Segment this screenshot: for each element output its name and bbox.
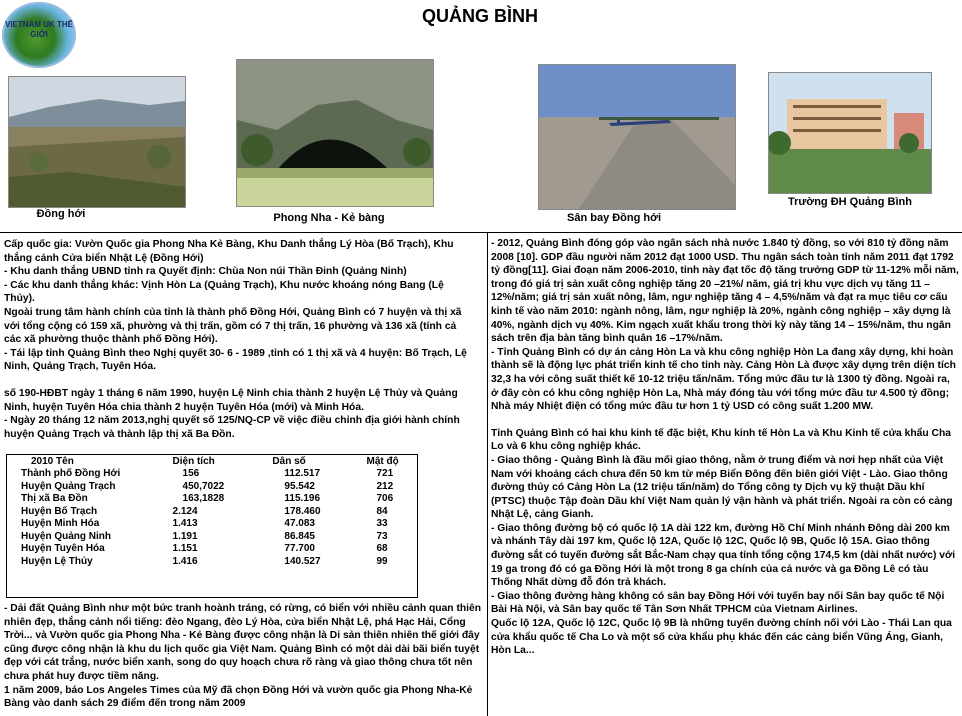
table-cell: Huyện Quảng Trạch bbox=[21, 480, 116, 492]
population-table-box bbox=[6, 454, 418, 598]
table-cell: 1.413 bbox=[172, 518, 198, 530]
table-cell: 84 bbox=[376, 505, 388, 517]
table-header: Dân số bbox=[272, 455, 306, 467]
left-paragraph: - Ngày 20 tháng 12 năm 2013,nghị quyết số 125/NQ-CP về việc điều chỉnh địa giới hành chính huyện Quảng Trạch và thành lập thị xã Ba Đồn. bbox=[4, 415, 460, 440]
right-column bbox=[491, 237, 959, 658]
right-paragraph: Tỉnh Quảng Bình có hai khu kinh tế đặc biệt, Khu kinh tế Hòn La và Khu Kinh tế cửa khẩu Cha Lo và 6 khu công nghiệp khác. bbox=[491, 427, 951, 453]
table-cell: 450,7022 bbox=[182, 480, 225, 492]
table-cell: 1.416 bbox=[172, 555, 198, 567]
table-row bbox=[11, 518, 417, 531]
table-cell: 99 bbox=[376, 555, 388, 567]
table-cell: 47.083 bbox=[284, 518, 315, 530]
dong-hoi-photo bbox=[8, 76, 186, 208]
population-table bbox=[11, 455, 417, 568]
table-header: Mật độ bbox=[366, 455, 399, 467]
table-cell: 68 bbox=[376, 543, 388, 555]
right-paragraph: - Tỉnh Quảng Bình có dự án cảng Hòn La và khu công nghiệp Hòn La đang xây dựng, khi hoàn thành sẽ là động lực phát triển kinh tế cho tỉnh này. Cảng Hòn Là được xây dựng trên diện tích 32,3 ha với công suất thiết kế 10-12 triệu tấn/năm. Tổng mức đầu tư là 1300 tỷ đồng. Ngoài ra, ở đây còn có khu công nghiệp Hòn La, Nhà máy đóng tàu với tổng mức đầu tư 4.500 tỷ đồng; Nhà máy Nhiệt điện có tổng mức đầu tư hơn 1 tỷ USD có công suất 1.200 MW. bbox=[491, 346, 956, 413]
table-cell: 112.517 bbox=[284, 468, 321, 480]
table-row bbox=[11, 543, 417, 556]
table-cell: Huyện Lệ Thủy bbox=[21, 555, 93, 567]
table-cell: 706 bbox=[376, 493, 394, 505]
table-cell: Huyện Quảng Ninh bbox=[21, 530, 111, 542]
left-paragraph: số 190-HĐBT ngày 1 tháng 6 năm 1990, huyện Lệ Ninh chia thành 2 huyện Lệ Thủy và Quảng Ninh, huyện Tuyên Hóa chia thành 2 huyện Tuyên Hóa (mới) và Minh Hóa. bbox=[4, 387, 458, 413]
university-photo bbox=[768, 72, 932, 194]
left-column bbox=[4, 238, 476, 441]
table-cell: 86.845 bbox=[284, 530, 315, 542]
left-paragraph: - Khu danh thắng UBND tỉnh ra Quyết định: Chùa Non núi Thần Đinh (Quảng Ninh) bbox=[4, 266, 407, 278]
table-cell: 163,1828 bbox=[182, 493, 225, 505]
table-header: 2010 Tên bbox=[31, 455, 74, 467]
table-cell: 33 bbox=[376, 518, 388, 530]
table-cell: 140.527 bbox=[284, 555, 321, 567]
left-paragraph: 1 năm 2009, báo Los Angeles Times của Mỹ đã chọn Đồng Hới và vườn quốc gia Phong Nha-Kẻ Bàng vào danh sách 29 điểm đến trong năm 2009 bbox=[4, 684, 473, 710]
table-cell: Thành phố Đồng Hới bbox=[21, 468, 121, 480]
right-paragraph: - Giao thông đường bộ có quốc lộ 1A dài 122 km, đường Hồ Chí Minh nhánh Đông dài 200 km và nhánh Tây dài 197 km, Quốc lộ 12A, Quốc lộ 12C, Quốc lộ 9B, Quốc lộ 15A. Giao thông đường sắt có tuyến đường sắt Bắc-Nam chạy qua tỉnh tổng cộng 174,5 km (dài nhất nước) với 19 ga trong đó có ga Đồng Hới là một trong 8 ga chính của cả nước và ga Đồng Lê có tàu Thống Nhất dừng đỗ đón trả khách. bbox=[491, 522, 956, 589]
photo-caption: Đồng hới bbox=[36, 208, 86, 220]
phong-nha-photo bbox=[236, 59, 434, 207]
table-cell: Huyện Minh Hóa bbox=[21, 518, 100, 530]
left-paragraph: Ngoài trung tâm hành chính của tỉnh là thành phố Đồng Hới, Quảng Bình có 7 huyện và thị xã với tổng cộng có 159 xã, phường và thị trấn, gồm có 7 thị trấn, 16 phường và 136 xã (tính cả các xã phường thuộc thành phố Đồng Hới). bbox=[4, 306, 462, 346]
table-cell: 95.542 bbox=[284, 480, 315, 492]
photo-caption: Trường ĐH Quảng Bình bbox=[788, 196, 912, 208]
table-cell: Huyện Tuyên Hóa bbox=[21, 543, 105, 555]
logo-globe bbox=[2, 2, 76, 68]
table-row bbox=[11, 493, 417, 506]
table-header: Diện tích bbox=[172, 455, 215, 467]
photo-caption: Phong Nha - Kẻ bàng bbox=[273, 212, 385, 224]
left-paragraph bbox=[4, 374, 476, 387]
table-cell: 2.124 bbox=[172, 505, 198, 517]
left-paragraph: - Các khu danh thắng khác: Vịnh Hòn La (Quảng Trạch), Khu nước khoáng nóng Bang (Lệ Thủy). bbox=[4, 279, 444, 305]
left-bottom-column bbox=[4, 602, 482, 711]
left-paragraph: Cấp quốc gia: Vườn Quốc gia Phong Nha Kẻ Bàng, Khu Danh thắng Lý Hòa (Bố Trạch), Khu thắng cảnh Cửa biển Nhật Lệ (Đồng Hới) bbox=[4, 239, 454, 264]
right-paragraph: Quốc lộ 12A, Quốc lộ 12C, Quốc lộ 9B là những tuyến đường chính nối với Lào - Thái Lan qua cửa khẩu quốc tế Cha Lo và một số cửa khẩu phụ khác đến các cảng biển Vũng Áng, Gianh, Hòn La... bbox=[491, 618, 952, 657]
dong-hoi-airport-photo bbox=[538, 64, 736, 210]
table-cell: 115.196 bbox=[284, 493, 321, 505]
table-header-row bbox=[11, 455, 417, 468]
table-row bbox=[11, 505, 417, 518]
right-paragraph: - Giao thông - Quảng Bình là đầu mối giao thông, nằm ở trung điểm và nơi hẹp nhất của Việt Nam với khoảng cách chưa đến 50 km từ mép Biển Đông đến biên giới Việt - Lào. Giao thông đường thủy có Cảng Hòn La (12 triệu tấn/năm) do Tổng công ty Dịch vụ kỹ thuật Dầu khí (PTSC) thuộc Tập đoàn Dầu khí Việt Nam quản lý vận hành và phát triển. Ngoài ra còn có cảng Nhật Lệ, cảng Gianh. bbox=[491, 454, 953, 521]
right-paragraph bbox=[491, 414, 959, 427]
left-paragraph: - Tái lập tỉnh Quảng Bình theo Nghị quyết 30- 6 - 1989 ,tỉnh có 1 thị xã và 4 huyện: Bố Trạch, Lệ Ninh, Quảng Trạch, Tuyên Hóa. bbox=[4, 347, 467, 373]
table-cell: Huyện Bố Trạch bbox=[21, 505, 98, 517]
table-cell: 212 bbox=[376, 480, 394, 492]
logo-text: VIETNAM UK THẾ GIỚI bbox=[5, 20, 73, 39]
table-cell: 73 bbox=[376, 530, 388, 542]
table-cell: 721 bbox=[376, 468, 394, 480]
table-row bbox=[11, 530, 417, 543]
table-row bbox=[11, 468, 417, 481]
table-cell: 1.191 bbox=[172, 530, 198, 542]
table-row bbox=[11, 555, 417, 568]
right-paragraph: - 2012, Quảng Bình đóng góp vào ngân sách nhà nước 1.840 tỷ đồng, so với 810 tỷ đồng năm 2008 [10]. GDP đầu người năm 2012 đạt 1000 USD. Thu ngân sách toàn tỉnh năm 2011 đạt 1792 tỷ đồng[11]. Giai đoạn năm 2006-2010, tỉnh này đạt tốc độ tăng trưởng GDP từ 11-12% mỗi năm, trong đó giá trị sản xuất công nghiệp tăng 20 –21%/ năm, giá trị khu vực dịch vụ tăng 11 – 12%/năm; giá trị sản xuất nông, lâm, ngư nghiệp tăng 4 – 4,5%/năm và đạt ra mục tiêu cơ cấu kinh tế vào năm 2010: ngành nông, lâm, ngư nghiệp là 20%, ngành công nghiệp – xây dựng là 40%, ngành dịch vụ 40%. Kim ngạch xuất khẩu trong thời kỳ này tăng 14 – 15%/năm, thu ngân sách trên địa bàn tăng bình quân 16 –17%/năm. bbox=[491, 238, 959, 345]
vertical-divider bbox=[487, 232, 488, 716]
table-cell: 77.700 bbox=[284, 543, 315, 555]
right-paragraph: - Giao thông đường hàng không có sân bay Đồng Hới với tuyến bay nối Sân bay quốc tế Nội Bài Hà Nội, và Sân bay quốc tế Tân Sơn Nhất TPHCM của Vietnam Airlines. bbox=[491, 590, 945, 616]
table-cell: Thị xã Ba Đồn bbox=[21, 493, 88, 505]
table-cell: 1.151 bbox=[172, 543, 198, 555]
table-cell: 178.460 bbox=[284, 505, 321, 517]
table-row bbox=[11, 480, 417, 493]
horizontal-divider bbox=[0, 232, 962, 233]
photo-caption: Sân bay Đồng hới bbox=[567, 212, 661, 224]
left-paragraph: - Dải đất Quảng Bình như một bức tranh hoành tráng, có rừng, có biển với nhiều cảnh quan thiên nhiên đẹp, thắng cảnh nổi tiếng: đèo Ngang, đèo Lý Hòa, cửa biển Nhật Lệ, phá Hạc Hải, Cổng Trời... và Vườn quốc gia Phong Nha - Kẻ Bàng được công nhận là Di sản thiên nhiên thế giới đây cũng được công nhận là khu du lịch quốc gia Việt Nam. Quảng Bình có một dải dài bãi biển tuyệt đẹp với cát trắng, nước biển xanh, song do quy hoạch chưa rõ ràng và giao thông chưa tốt nên chưa phát huy được tiềm năng. bbox=[4, 603, 482, 682]
page-title: QUẢNG BÌNH bbox=[422, 6, 538, 26]
table-cell: 156 bbox=[182, 468, 200, 480]
